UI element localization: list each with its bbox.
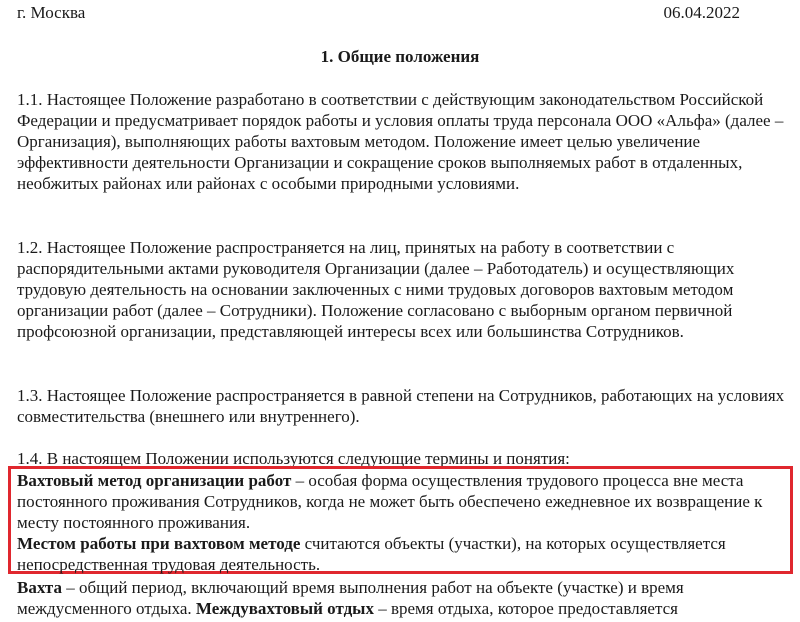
term-shift-title: Вахта: [17, 578, 62, 597]
term-shift-definition: – общий период, включающий время выполнения работ на объекте (участке) и время междусменного отдыха.: [17, 578, 684, 618]
term-workplace: [17, 533, 787, 575]
term-rest-definition: – время отдыха, которое предоставляется: [373, 599, 678, 618]
term-shift-method-definition: – особая форма осуществления трудового процесса вне места постоянного проживания Сотрудников, когда не может быть обеспечено ежедневное их возвращение к месту постоянного проживания.: [17, 471, 763, 532]
term-workplace-definition: считаются объекты (участки), на которых осуществляется непосредственная трудовая деятельность.: [17, 534, 726, 574]
city-label: г. Москва: [17, 3, 86, 22]
term-workplace-title: Местом работы при вахтовом методе: [17, 534, 301, 553]
term-shift-method: [17, 470, 787, 533]
paragraph-1-1: 1.1. Настоящее Положение разработано в соответствии с действующим законодательством Российской Федерации и предусматривает порядок работы и условия оплаты труда персонала ООО «Альфа» (далее – Организация), выполняющих работы вахтовым методом. Положение имеет целью увеличение эффективности деятельности Организации и сокращение сроков выполняемых работ в отдаленных, необжитых районах или районах с особыми природными условиями.: [17, 90, 784, 193]
term-rest-title: Междувахтовый отдых: [195, 599, 374, 618]
section-title: 1. Общие положения: [320, 47, 480, 66]
paragraph-1-3: 1.3. Настоящее Положение распространяется в равной степени на Сотрудников, работающих на условиях совместительства (внешнего или внутреннего).: [17, 386, 785, 426]
document-header: [17, 2, 740, 24]
document-date: 06.04.2022: [663, 3, 740, 22]
paragraph-1-2: 1.2. Настоящее Положение распространяется на лиц, принятых на работу в соответствии с распорядительными актами руководителя Организации (далее – Работодатель) и осуществляющих трудовую деятельность на основании заключенных с ними трудовых договоров вахтовым методом организации работ (далее – Сотрудники). Положение согласовано с выборным органом первичной профсоюзной организации, представляющей интересы всех или большинства Сотрудников.: [17, 238, 735, 341]
paragraph-1-4: 1.4. В настоящем Положении используются следующие термины и понятия:: [17, 449, 570, 468]
term-shift: [17, 577, 787, 619]
term-shift-method-title: Вахтовый метод организации работ: [17, 471, 292, 490]
